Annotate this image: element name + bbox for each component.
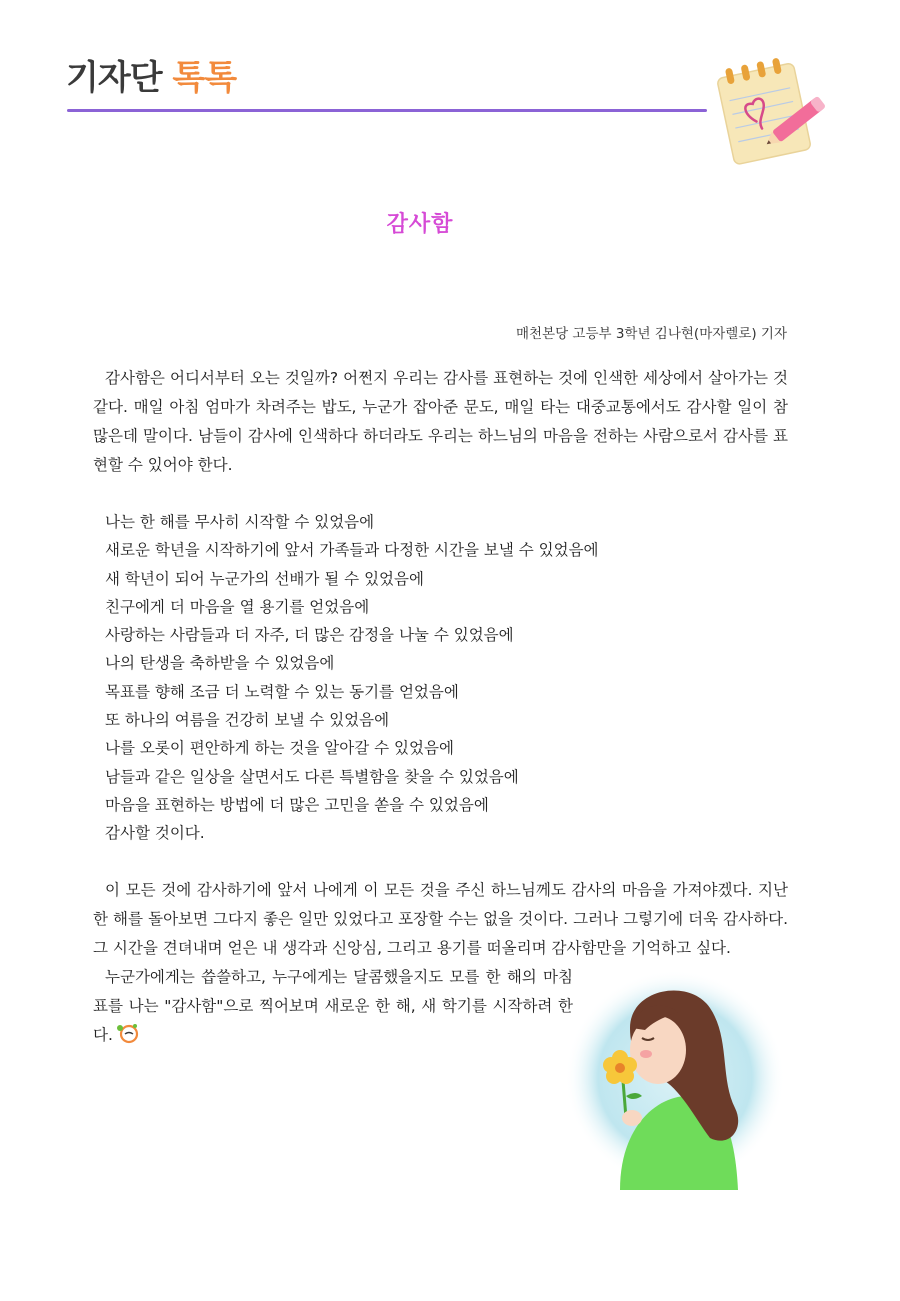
poem-line: 또 하나의 여름을 건강히 보낼 수 있었음에: [105, 711, 390, 730]
closing-text: 누군가에게는 씁쓸하고, 누구에게는 달콤했을지도 모를 한 해의 마침표를 나는 "감사함"으로 찍어보며 새로운 한 해, 새 학기를 시작하려 한다.: [93, 967, 573, 1044]
poem-line: 사랑하는 사람들과 더 자주, 더 많은 감정을 나눌 수 있었음에: [105, 626, 514, 645]
notepad-heart-pencil-icon: [712, 48, 832, 166]
poem-block: [93, 508, 788, 848]
conclusion-paragraph: 이 모든 것에 감사하기에 앞서 나에게 이 모든 것을 주신 하느님께도 감사의 마음을 가져야겠다. 지난 한 해를 돌아보면 그다지 좋은 일만 있었다고 포장할 수는 없을 것이다. 그러나 그렇기에 더욱 감사하다. 그 시간을 견뎌내며 얻은 내 생각과 신앙심, 그리고 용기를 떠올리며 감사함만을 기억하고 싶다.: [93, 880, 788, 957]
poem-line: 새 학년이 되어 누군가의 선배가 될 수 있었음에: [105, 569, 424, 588]
section-title-accent: 톡톡: [172, 58, 237, 98]
section-title-main: 기자단: [66, 58, 162, 98]
poem-line: 마음을 표현하는 방법에 더 많은 고민을 쏟을 수 있었음에: [105, 795, 489, 814]
poem-line: 나를 오롯이 편안하게 하는 것을 알아갈 수 있었음에: [105, 739, 454, 758]
closing-paragraph: [93, 963, 573, 1050]
poem-line: 나의 탄생을 축하받을 수 있었음에: [105, 654, 335, 673]
article-body: [93, 364, 788, 1050]
poem-line: 감사할 것이다.: [105, 824, 205, 843]
poem-line: 새로운 학년을 시작하기에 앞서 가족들과 다정한 시간을 보낼 수 있었음에: [105, 541, 599, 560]
poem-line: 남들과 같은 일상을 살면서도 다른 특별함을 찾을 수 있었음에: [105, 767, 519, 786]
article-byline: 매천본당 고등부 3학년 김나현(마자렐로) 기자: [515, 326, 787, 342]
reporter-logo-icon: [115, 1022, 139, 1044]
intro-paragraph: 감사함은 어디서부터 오는 것일까? 어쩐지 우리는 감사를 표현하는 것에 인색한 세상에서 살아가는 것 같다. 매일 아침 엄마가 차려주는 밥도, 누군가 잡아준 문도, 매일 타는 대중교통에서도 감사할 일이 참 많은데 말이다. 남들이 감사에 인색하다 하더라도 우리는 하느님의 마음을 전하는 사람으로서 감사를 표현할 수 있어야 한다.: [93, 369, 788, 474]
section-header: [66, 58, 236, 98]
poem-line: 목표를 향해 조금 더 노력할 수 있는 동기를 얻었음에: [105, 682, 459, 701]
article-title: 감사함: [386, 212, 454, 237]
girl-smelling-flower-illustration: [560, 968, 790, 1190]
section-title: [66, 58, 236, 98]
poem-line: 친구에게 더 마음을 열 용기를 얻었음에: [105, 597, 370, 616]
header-divider: [67, 109, 707, 112]
poem-line: 나는 한 해를 무사히 시작할 수 있었음에: [105, 513, 375, 531]
